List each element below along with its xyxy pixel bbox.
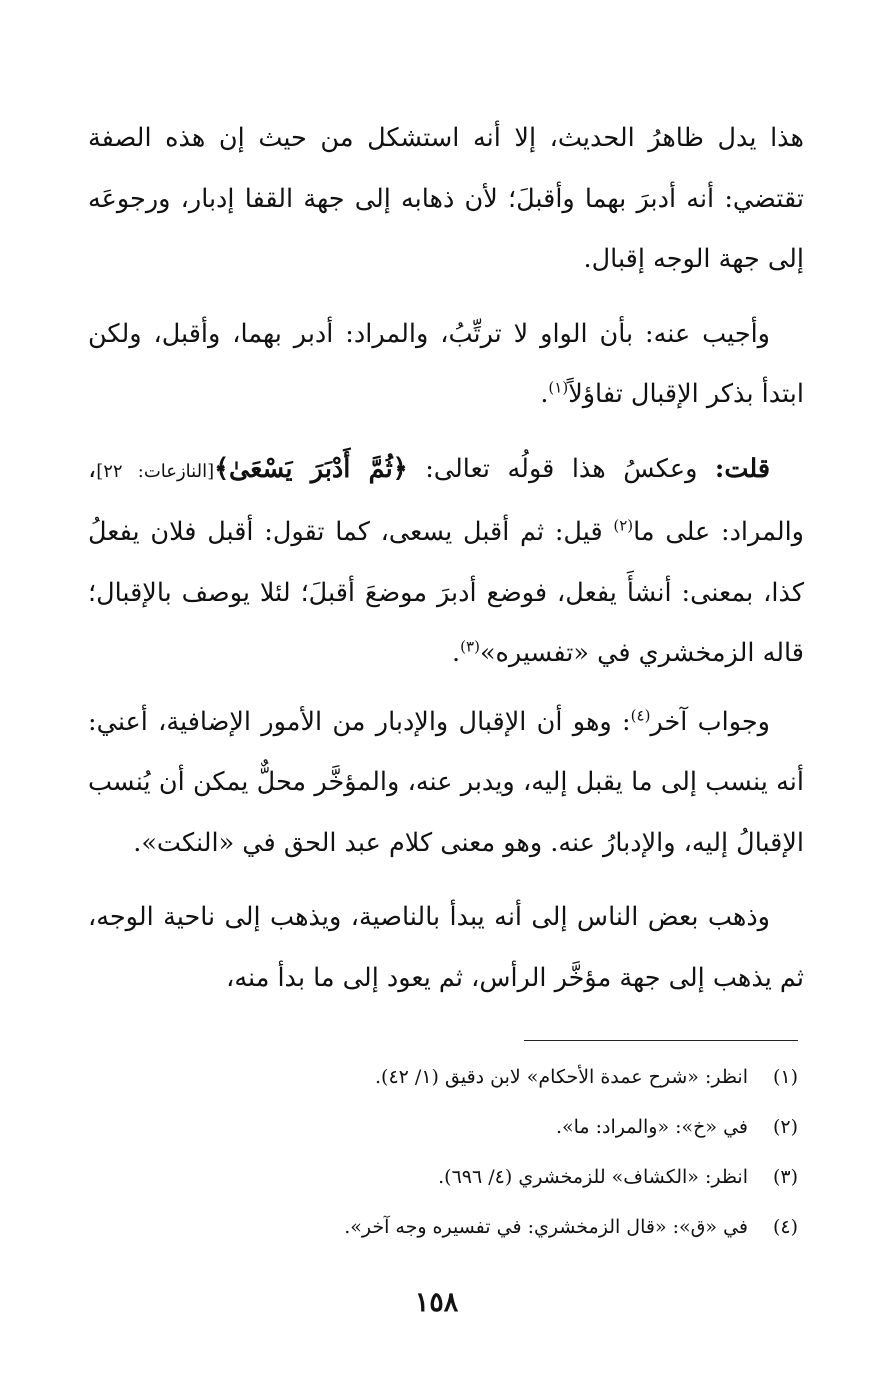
paragraph-2-text: وأجيب عنه: بأن الواو لا ترتِّبُ، والمراد: أدبر بهما، وأقبل، ولكن ابتدأ بذكر الإقبال تفاؤلاً [88, 318, 804, 409]
footnote-number: (٤) [772, 1216, 798, 1238]
footnote [150, 1102, 798, 1152]
page-number: ١٥٨ [414, 1287, 459, 1318]
paragraph-3-part-c: قيل: ثم أقبل يسعى، كما تقول: أقبل فلان يفعلُ كذا، بمعنى: أنشأَ يفعل، فوضع أدبرَ موضعَ أقبلَ؛ لئلا يوصف بالإقبال؛ قاله الزمخشري في «تفسيره» [88, 517, 804, 668]
paragraph-5: وذهب بعض الناس إلى أنه يبدأ بالناصية، ويذهب إلى ناحية الوجه، ثم يذهب إلى جهة مؤخَّر الرأس، ثم يعود إلى ما بدأ منه، [88, 902, 804, 993]
paragraph-3 [88, 439, 804, 684]
paragraph-3-part-a: وعكسُ هذا قولُه تعالى: [407, 453, 715, 484]
footnote [150, 1202, 798, 1252]
footnote-ref-3: (٣) [460, 637, 480, 656]
footnote-number: (١) [772, 1066, 798, 1088]
main-text [88, 108, 804, 1022]
footnote [150, 1052, 798, 1102]
footnote-ref-2: (٢) [613, 516, 634, 535]
footnote-ref-1: (١) [548, 378, 569, 397]
footnote-divider [524, 1040, 798, 1041]
paragraph-4-part-b: : وهو أن الإقبال والإدبار من الأمور الإضافية، أعني: أنه ينسب إلى ما يقبل إليه، ويدبر عنه، والمؤخَّر محلٌّ يمكن أن يُنسب الإقبالُ إليه، والإدبارُ عنه. وهو معنى كلام عبد الحق في «النكت». [88, 706, 804, 858]
footnote-text: في «خ»: «والمراد: ما». [555, 1116, 748, 1138]
paragraph-3-part-b: ، والمراد: على ما [88, 453, 804, 547]
paragraph-4 [88, 692, 804, 874]
footnotes [150, 1052, 798, 1252]
paragraph-3-end: . [452, 638, 461, 668]
footnote-number: (٣) [772, 1166, 798, 1188]
footnote-text: في «ق»: «قال الزمخشري: في تفسيره وجه آخر». [344, 1216, 748, 1238]
paragraph-1: هذا يدل ظاهرُ الحديث، إلا أنه استشكل من حيث إن هذه الصفة تقتضي: أنه أدبرَ بهما وأقبلَ؛ لأن ذهابه إلى جهة القفا إدبار، ورجوعَه إلى جهة الوجه إقبال. [88, 123, 804, 274]
footnote-text: انظر: «شرح عمدة الأحكام» لابن دقيق (١/ ٤٢). [374, 1066, 748, 1088]
footnote [150, 1152, 798, 1202]
footnote-text: انظر: «الكشاف» للزمخشري (٤/ ٦٩٦). [438, 1166, 748, 1188]
footnote-ref-4: (٤) [630, 706, 651, 724]
paragraph-3-lead: قلت: [714, 453, 771, 484]
paragraph-2-end: . [540, 379, 549, 409]
quran-source: [النازعات: ٢٢] [96, 460, 215, 482]
paragraph-2 [88, 304, 804, 425]
footnote-number: (٢) [772, 1116, 798, 1138]
quran-verse: ﴿ثُمَّ أَدْبَرَ يَسْعَىٰ﴾ [214, 453, 408, 484]
paragraph-4-part-a: وجواب آخر [650, 706, 770, 737]
